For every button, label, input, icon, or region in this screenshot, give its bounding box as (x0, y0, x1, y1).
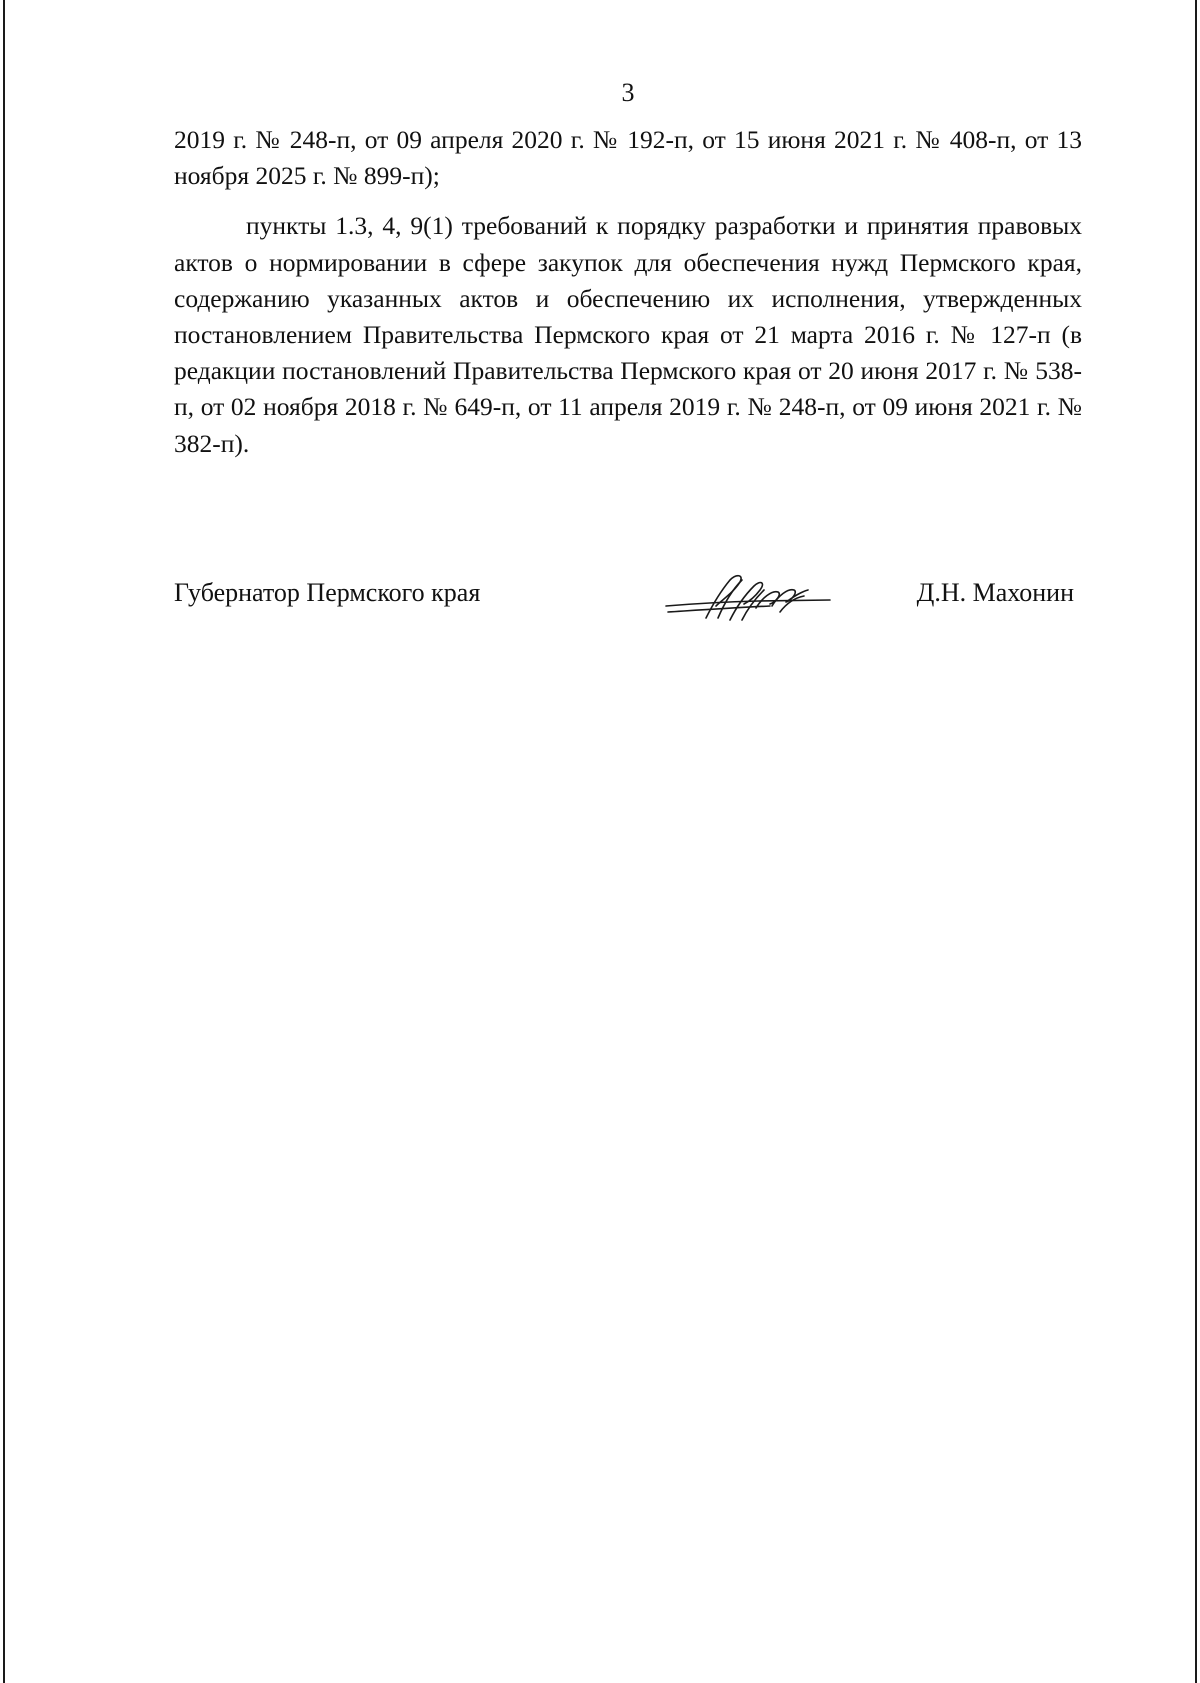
paragraph-continuation: 2019 г. № 248-п, от 09 апреля 2020 г. № 192-п, от 15 июня 2021 г. № 408-п, от 13 ноября 2025 г. № 899-п); (174, 125, 1082, 191)
paragraph-requirements: пункты 1.3, 4, 9(1) требований к порядку разработки и принятия правовых актов о нормировании в сфере закупок для обеспечения нужд Пермского края, содержанию указанных актов и обеспечению их исполнения, утвержденных постановлением Правительства Пермского края от 21 марта 2016 г. № 127-п (в редакции постановлений Правительства Пермского края от 20 июня 2017 г. № 538-п, от 02 ноября 2018 г. № 649-п, от 11 апреля 2019 г. № 248-п, от 09 июня 2021 г. № 382-п). (174, 211, 1082, 458)
scan-edge-right (1195, 0, 1197, 1683)
scan-edge-left (3, 0, 5, 1683)
signatory-name: Д.Н. Махонин (916, 578, 1074, 607)
signatory-position: Губернатор Пермского края (174, 578, 481, 607)
handwritten-signature (660, 568, 840, 628)
document-body (174, 122, 1082, 462)
page-number: 3 (621, 78, 635, 107)
